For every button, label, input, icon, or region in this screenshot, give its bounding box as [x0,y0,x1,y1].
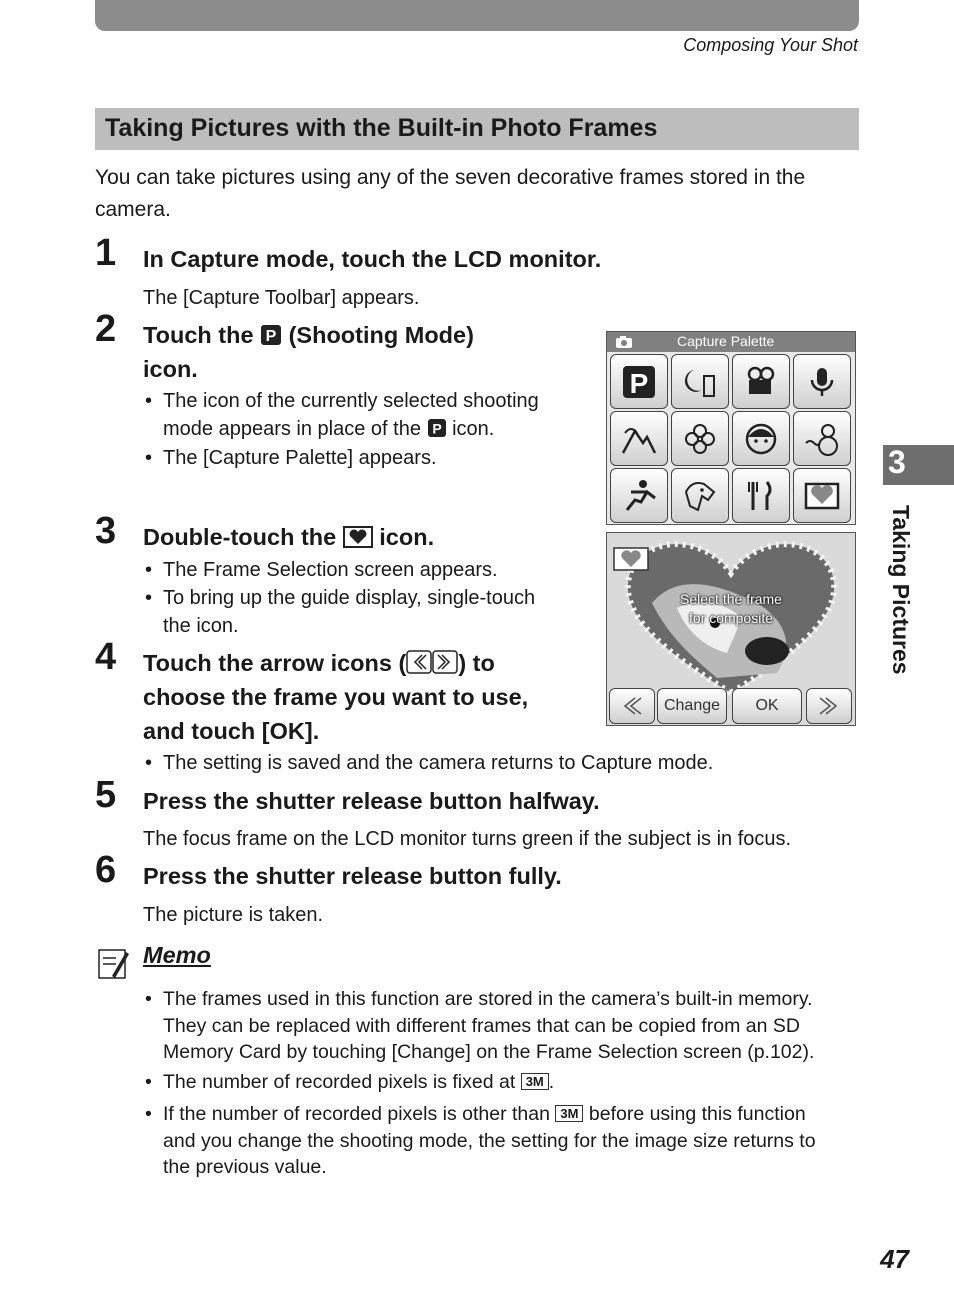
palette-button-portrait[interactable] [732,411,790,466]
recorded-pixels-3m-icon: 3M [521,1073,549,1090]
intro-text: You can take pictures using any of the seven decorative frames stored in the camera. [95,166,806,221]
frame-message: Select the frame [680,591,782,607]
program-icon [621,364,657,400]
running-header: Composing Your Shot [683,35,858,55]
step-title-4-part: choose the frame you want to use, [143,684,529,710]
program-mode-icon [260,324,282,346]
page-number: 47 [880,1244,909,1274]
step-title-4 [143,646,528,748]
food-icon [743,478,779,514]
arrow-right-icon [816,696,842,716]
memo-text: before using this function [588,1103,806,1125]
step-title-3-part: Double-touch the [143,524,337,550]
svg-text:P: P [265,328,277,345]
memo-item: • The frames used in this function are stored in the camera’s built-in memory. They can be replaced with different frames that can be copied from an SD Memory Card by touching [Change] on the Frame Selection screen (p.102). [145,988,815,1063]
svg-text:P: P [431,420,442,437]
bullet-item: • The setting is saved and the camera returns to Capture mode. [145,749,845,777]
memo-text: The frames used in this function are stored in the camera’s built-in memory. [163,988,813,1010]
recorded-pixels-3m-icon: 3M [555,1105,583,1122]
sport-icon [621,478,657,514]
step-body-1: The [Capture Toolbar] appears. [143,287,420,309]
top-bar [95,0,859,31]
step-title-2-part: (Shooting Mode) [288,322,474,348]
bullet-text: The [Capture Palette] appears. [163,447,437,469]
arrow-left-icon [406,650,432,674]
step-number-2: 2 [95,308,117,350]
program-mode-icon [427,418,447,438]
palette-button-movie[interactable] [732,354,790,409]
memo-text: the previous value. [163,1156,327,1178]
step-body-6: The picture is taken. [143,904,324,926]
memo-item: • The number of recorded pixels is fixed at 3M . [145,1071,555,1093]
memo-text: . [548,1071,555,1093]
ok-button[interactable]: OK [732,688,802,724]
step-title-3-part: icon. [379,524,435,550]
bullet-text: The icon of the currently selected shooting [163,390,539,412]
palette-button-sport[interactable] [610,468,668,523]
svg-text:P: P [629,368,649,399]
next-frame-button[interactable] [806,688,852,724]
prev-frame-button[interactable] [609,688,655,724]
step-number-1: 1 [95,232,117,274]
step-title-1: In Capture mode, touch the LCD monitor. [143,246,602,272]
arrow-left-icon [619,696,645,716]
palette-button-pet[interactable] [671,468,729,523]
night-scene-icon [682,364,718,400]
step-title-4-part: Touch the arrow icons ( [143,650,407,676]
bullet-item: • To bring up the guide display, single-touch the icon. [145,587,536,637]
step-title-2 [143,318,474,386]
voice-icon [804,364,840,400]
bullet-item: • The [Capture Palette] appears. [145,444,585,472]
bullet-item: • The Frame Selection screen appears. [145,556,585,584]
capture-palette-screen [606,331,856,525]
camera-icon [615,335,633,349]
memo-text: If the number of recorded pixels is other than [163,1103,550,1125]
step-title-6: Press the shutter release button fully. [143,863,562,889]
frame-icon [804,478,840,514]
bullet-item: • The icon of the currently selected shooting mode appears in place of the P icon. [145,390,539,440]
palette-button-landscape[interactable] [610,411,668,466]
step-number-5: 5 [95,774,117,816]
frame-selection-screen [606,532,856,726]
step-title-4-part: ) to [458,650,495,676]
step-title-2-part: Touch the [143,322,254,348]
memo-text: and you change the shooting mode, the setting for the image size returns to [163,1129,816,1152]
flower-icon [682,421,718,457]
palette-button-program[interactable] [610,354,668,409]
chapter-number: 3 [888,444,906,480]
memo-text: The number of recorded pixels is fixed at [163,1071,516,1093]
step-number-4: 4 [95,636,117,678]
memo-item: • If the number of recorded pixels is other than 3M before using this function and you change the shooting mode, the setting for the image size returns to the previous value. [145,1103,816,1178]
bullet-text: The Frame Selection screen appears. [163,559,498,581]
step-body-5: The focus frame on the LCD monitor turns green if the subject is in focus. [143,828,792,850]
change-button[interactable]: Change [657,688,727,724]
pet-icon [682,478,718,514]
portrait-icon [743,421,779,457]
chapter-label: Taking Pictures [888,505,914,675]
palette-header [607,332,855,352]
bullet-text: the icon. [163,615,239,637]
palette-button-snow[interactable] [793,411,851,466]
heart-frame-icon [613,547,649,571]
section-title: Taking Pictures with the Built-in Photo Frames [105,114,658,142]
step-title-3 [143,520,434,554]
step-title-2-part: icon. [143,356,198,382]
bullet-text: The setting is saved and the camera returns to Capture mode. [163,752,714,774]
frame-message: for composite [688,610,774,626]
palette-button-night-scene[interactable] [671,354,729,409]
memo-text: Memory Card by touching [Change] on the Frame Selection screen (p.102). [163,1041,815,1063]
step-number-3: 3 [95,510,117,552]
palette-button-flower[interactable] [671,411,729,466]
palette-title: Capture Palette [677,333,775,349]
step-title-4-part: and touch [OK]. [143,718,320,744]
bullet-text: To bring up the guide display, single-touch [163,587,536,609]
memo-icon [98,946,130,980]
heart-frame-icon [343,526,373,548]
bullet-text: mode appears in place of the [163,418,421,440]
memo-title: Memo [143,942,211,968]
step-title-5: Press the shutter release button halfway. [143,788,600,814]
bullet-text: icon. [452,418,495,440]
movie-icon [743,364,779,400]
landscape-icon [621,421,657,457]
memo-text: They can be replaced with different frames that can be copied from an SD [163,1014,800,1037]
palette-button-voice[interactable] [793,354,851,409]
palette-button-food[interactable] [732,468,790,523]
snow-icon [804,421,840,457]
palette-button-frame[interactable] [793,468,851,523]
step-number-6: 6 [95,849,117,891]
arrow-right-icon [432,650,458,674]
